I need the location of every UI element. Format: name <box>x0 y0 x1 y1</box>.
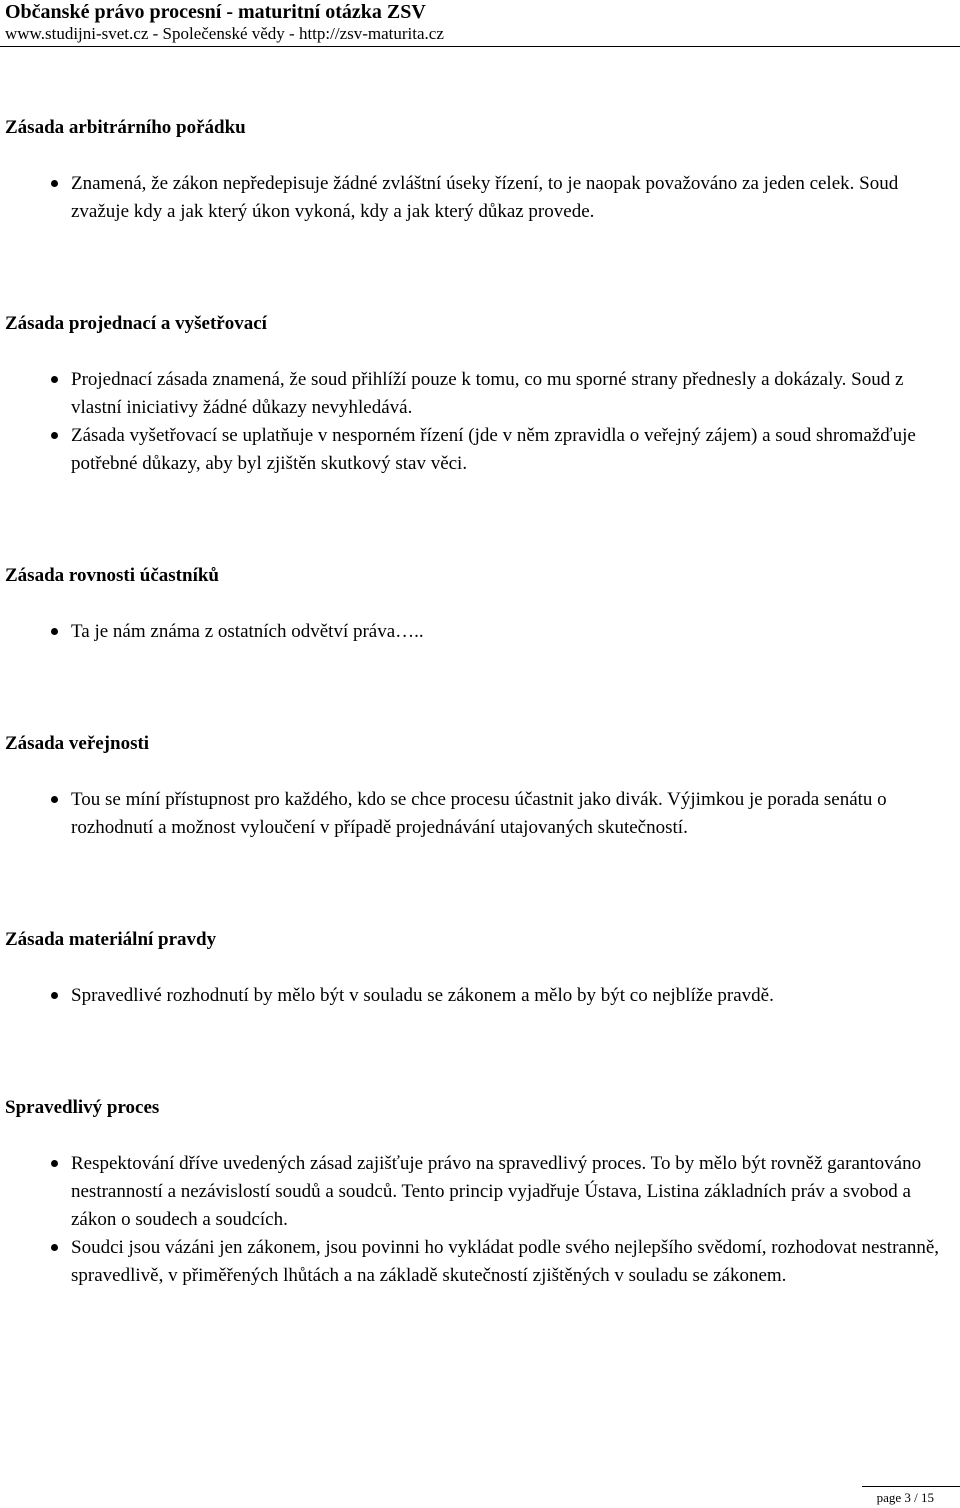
list-item-text: Tou se míní přístupnost pro každého, kdo se chce procesu účastnit jako divák. Výjimkou je porada senátu o rozhodnutí a možnost vyloučení v případě projednávání utajovaných skutečností. <box>71 789 887 838</box>
bullet-list <box>5 786 950 842</box>
list-item-text: Zásada vyšetřovací se uplatňuje v nesporném řízení (jde v něm zpravidla o veřejný zájem) a soud shromažďuje potřebné důkazy, aby byl zjištěn skutkový stav věci. <box>71 425 916 474</box>
section-heading: Zásada projednací a vyšetřovací <box>5 313 267 334</box>
section-heading: Zásada materiální pravdy <box>5 929 217 950</box>
list-item <box>5 1234 950 1290</box>
bullet-list <box>5 1150 950 1290</box>
list-item <box>5 366 950 422</box>
bullet-icon <box>51 180 58 187</box>
list-item-text: Ta je nám známa z ostatních odvětví práva….. <box>71 621 424 642</box>
list-item-text: Projednací zásada znamená, že soud přihlíží pouze k tomu, co mu sporné strany přednesly a dokázaly. Soud z vlastní iniciativy žádné důkazy nevyhledává. <box>71 369 904 418</box>
section-heading: Zásada veřejnosti <box>5 733 150 754</box>
section-adversarial-inquisitorial <box>5 310 950 478</box>
list-item-text: Respektování dříve uvedených zásad zajišťuje právo na spravedlivý proces. To by mělo být rovněž garantováno nestranností a nezávislostí soudů a soudců. Tento princip vyjadřuje Ústava, Listina základních práv a svobod a zákon o soudech a soudcích. <box>71 1153 922 1230</box>
section-heading: Spravedlivý proces <box>5 1097 160 1118</box>
bullet-icon <box>51 432 58 439</box>
bullet-list <box>5 982 950 1010</box>
section-equality-of-parties <box>5 562 950 646</box>
header-divider <box>0 46 960 47</box>
section-arbitrary-order <box>5 114 950 226</box>
bullet-list <box>5 618 950 646</box>
bullet-list <box>5 366 950 478</box>
bullet-icon <box>51 1160 58 1167</box>
list-item <box>5 170 950 226</box>
list-item-text: Soudci jsou vázáni jen zákonem, jsou povinni ho vykládat podle svého nejlepšího svědomí, rozhodovat nestranně, spravedlivě, v přiměřených lhůtách a na základě skutečností zjištěných v souladu se zákonem. <box>71 1237 940 1286</box>
section-heading: Zásada rovnosti účastníků <box>5 565 219 586</box>
bullet-icon <box>51 1244 58 1251</box>
document-title: Občanské právo procesní - maturitní otázka ZSV <box>5 1 426 23</box>
section-fair-trial <box>5 1094 950 1290</box>
bullet-icon <box>51 628 58 635</box>
list-item <box>5 422 950 478</box>
list-item <box>5 982 950 1010</box>
bullet-icon <box>51 796 58 803</box>
page-header <box>5 0 955 44</box>
section-material-truth <box>5 926 950 1010</box>
list-item <box>5 618 950 646</box>
page-number: page 3 / 15 <box>876 1490 934 1505</box>
list-item <box>5 786 950 842</box>
bullet-list <box>5 170 950 226</box>
list-item-text: Znamená, že zákon nepředepisuje žádné zvláštní úseky řízení, to je naopak považováno za jeden celek. Soud zvažuje kdy a jak který úkon vykoná, kdy a jak který důkaz provede. <box>71 173 899 222</box>
section-heading: Zásada arbitrárního pořádku <box>5 117 246 138</box>
bullet-icon <box>51 376 58 383</box>
document-source-line: www.studijni-svet.cz - Společenské vědy - http://zsv-maturita.cz <box>5 24 444 43</box>
list-item-text: Spravedlivé rozhodnutí by mělo být v souladu se zákonem a mělo by být co nejblíže pravdě. <box>71 985 774 1006</box>
section-publicity <box>5 730 950 842</box>
list-item <box>5 1150 950 1234</box>
bullet-icon <box>51 992 58 999</box>
footer-divider <box>862 1486 960 1487</box>
